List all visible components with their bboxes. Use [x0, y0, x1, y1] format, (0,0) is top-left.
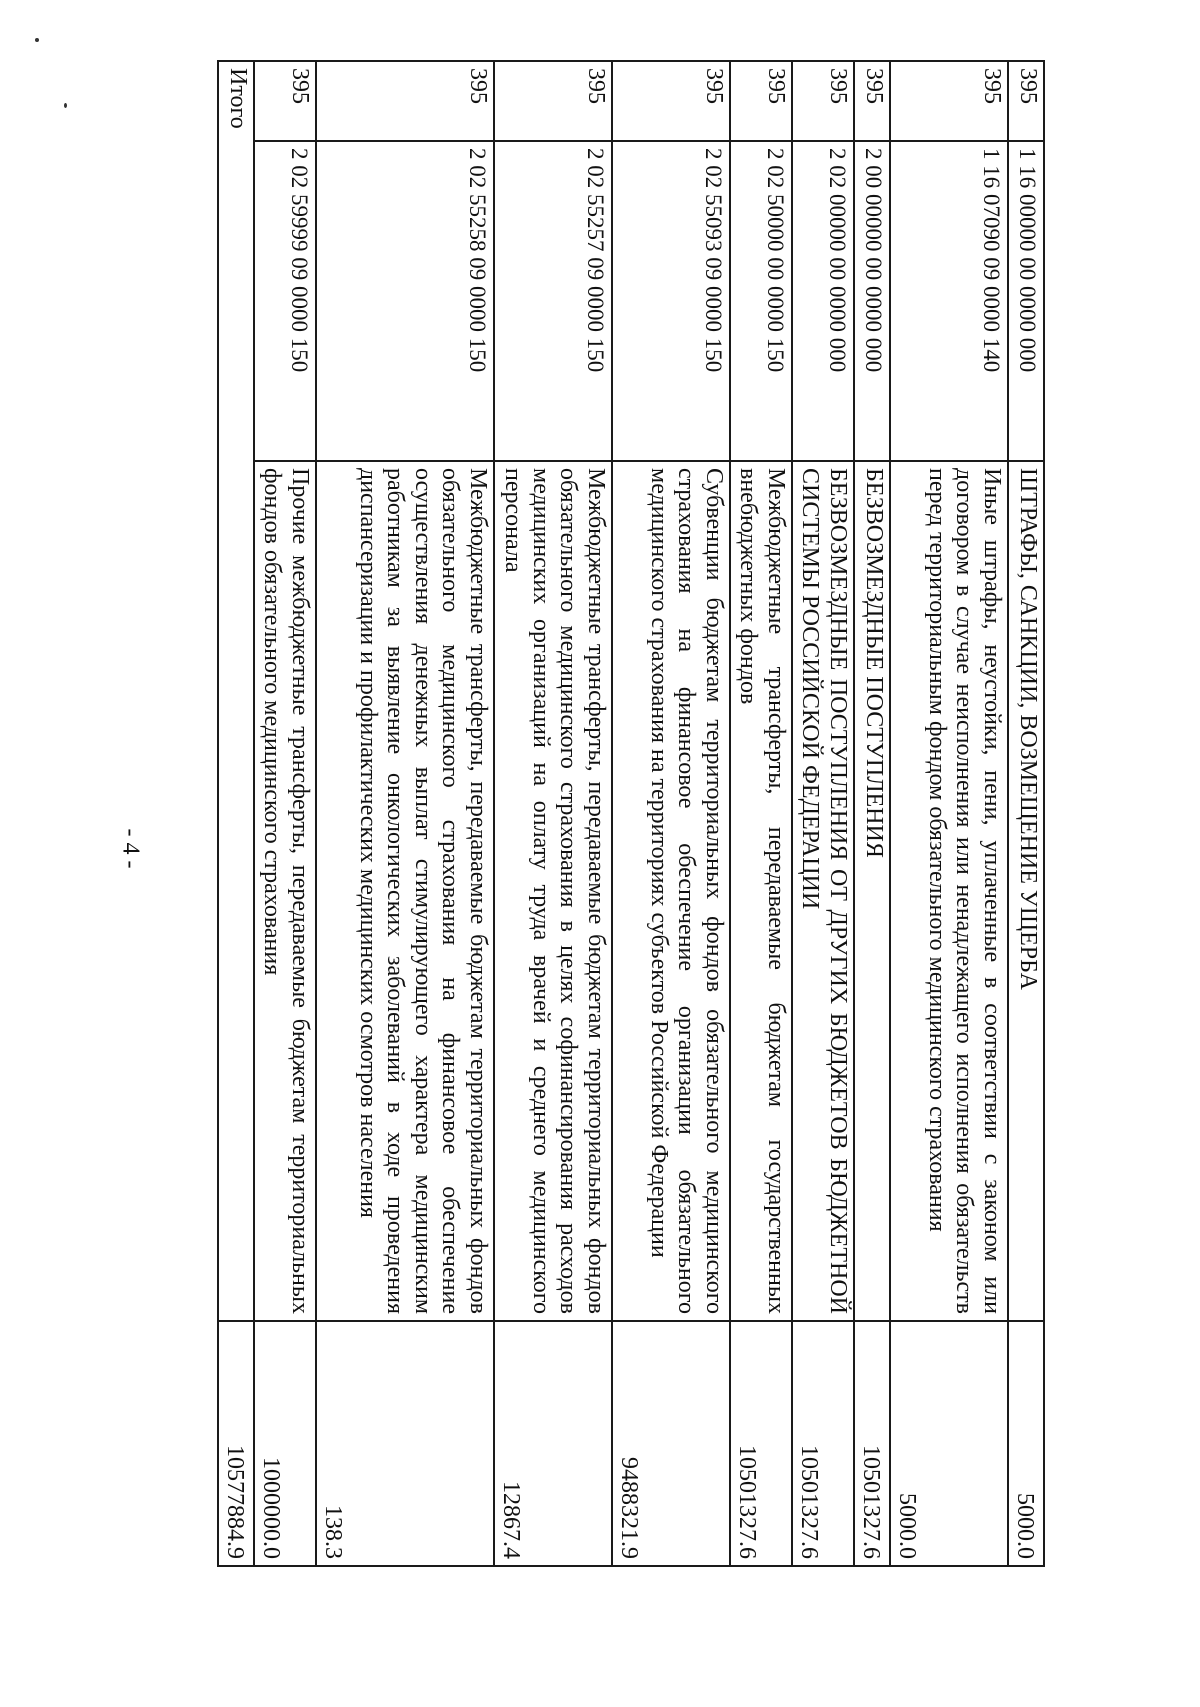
admin-code-cell: 395: [494, 61, 612, 141]
admin-code-cell: 395: [316, 61, 494, 141]
scan-speck: [35, 38, 39, 42]
amount-cell: 5000.0: [890, 1321, 1008, 1566]
budget-revenue-table: [217, 60, 1045, 1567]
admin-code-cell: 395: [792, 61, 854, 141]
admin-code-cell: 395: [890, 61, 1008, 141]
table-row: [890, 61, 1008, 1566]
table-row: [494, 61, 612, 1566]
budget-code-cell: 2 02 55093 09 0000 150: [612, 141, 730, 461]
admin-code-cell: 395: [854, 61, 890, 141]
amount-cell: 10501327.6: [730, 1321, 792, 1566]
total-amount: 10577884.9: [218, 1321, 254, 1566]
rotated-sheet: [117, 60, 1045, 1565]
table-row: [730, 61, 792, 1566]
amount-cell: 10501327.6: [792, 1321, 854, 1566]
table-row: [792, 61, 854, 1566]
table-row: [316, 61, 494, 1566]
description-cell: Межбюджетные трансферты, передаваемые бюджетам территориальных фондов обязательного медицинского страхования на финансовое обеспечение осуществления денежных выплат стимулирующего характера медицинским работникам за выявление онкологических заболеваний в ходе проведения диспансеризации и профилактических медицинских осмотров населения: [316, 461, 494, 1321]
budget-code-cell: 1 16 07090 09 0000 140: [890, 141, 1008, 461]
admin-code-cell: 395: [612, 61, 730, 141]
amount-cell: 138.3: [316, 1321, 494, 1566]
description-cell: Субвенции бюджетам территориальных фондов обязательного медицинского страхования на финансовое обеспечение организации обязательного медицинского страхования на территориях субъектов Российской Федерации: [612, 461, 730, 1321]
budget-code-cell: 2 02 00000 00 0000 000: [792, 141, 854, 461]
budget-code-cell: 2 02 59999 09 0000 150: [254, 141, 316, 461]
budget-code-cell: 2 02 55258 09 0000 150: [316, 141, 494, 461]
table-row: [254, 61, 316, 1566]
budget-code-cell: 2 02 55257 09 0000 150: [494, 141, 612, 461]
table-row: [612, 61, 730, 1566]
table-row: [854, 61, 890, 1566]
admin-code-cell: 395: [1008, 61, 1044, 141]
total-label: Итого: [218, 61, 254, 1321]
page-number: - 4 -: [117, 828, 144, 869]
admin-code-cell: 395: [254, 61, 316, 141]
budget-code-cell: 1 16 00000 00 0000 000: [1008, 141, 1044, 461]
budget-code-cell: 2 02 50000 00 0000 150: [730, 141, 792, 461]
description-cell: ШТРАФЫ, САНКЦИИ, ВОЗМЕЩЕНИЕ УЩЕРБА: [1008, 461, 1044, 1321]
description-cell: БЕЗВОЗМЕЗДНЫЕ ПОСТУПЛЕНИЯ: [854, 461, 890, 1321]
total-row: [218, 61, 254, 1566]
budget-code-cell: 2 00 00000 00 0000 000: [854, 141, 890, 461]
amount-cell: 12867.4: [494, 1321, 612, 1566]
description-cell: Иные штрафы, неустойки, пени, уплаченные в соответствии с законом или договором в случае неисполнения или ненадлежащего исполнения обязательств перед территориальным фондом обязательного медицинского страхования: [890, 461, 1008, 1321]
amount-cell: 9488321.9: [612, 1321, 730, 1566]
amount-cell: 1000000.0: [254, 1321, 316, 1566]
description-cell: Межбюджетные трансферты, передаваемые бюджетам государственных внебюджетных фондов: [730, 461, 792, 1321]
description-cell: Межбюджетные трансферты, передаваемые бюджетам территориальных фондов обязательного медицинского страхования в целях софинансирования расходов медицинских организаций на оплату труда врачей и среднего медицинского персонала: [494, 461, 612, 1321]
table-row: [1008, 61, 1044, 1566]
amount-cell: 10501327.6: [854, 1321, 890, 1566]
description-cell: Прочие межбюджетные трансферты, передаваемые бюджетам территориальных фондов обязательного медицинского страхования: [254, 461, 316, 1321]
amount-cell: 5000.0: [1008, 1321, 1044, 1566]
admin-code-cell: 395: [730, 61, 792, 141]
description-cell: БЕЗВОЗМЕЗДНЫЕ ПОСТУПЛЕНИЯ ОТ ДРУГИХ БЮДЖЕТОВ БЮДЖЕТНОЙ СИСТЕМЫ РОССИЙСКОЙ ФЕДЕРАЦИИ: [792, 461, 854, 1321]
scan-speck: [64, 103, 67, 108]
